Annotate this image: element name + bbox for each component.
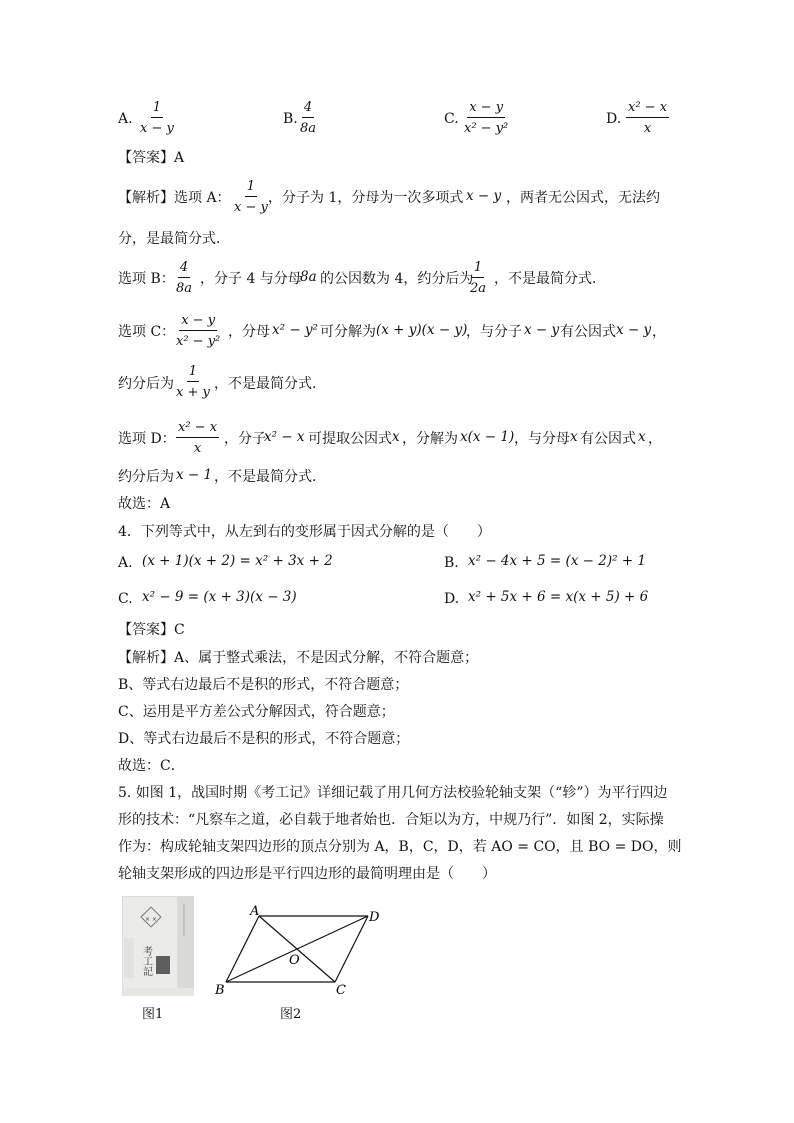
q3-analysis-c-expr1: x² − y²	[272, 322, 318, 338]
q4-option-a-expr: (x + 1)(x + 2) = x² + 3x + 2	[142, 553, 333, 569]
q5-stem-line: 5. 如图 1，战国时期《考工记》详细记载了用几何方法校验轮轴支架（“轸”）为平行四边	[118, 785, 668, 801]
q4-analysis-line: D、等式右边最后不是积的形式，不符合题意；	[118, 731, 410, 747]
q3-option-a-letter: A.	[118, 111, 133, 127]
q3-analysis-d-text1: ，分子	[224, 431, 266, 447]
figure2-parallelogram-diagram	[212, 900, 392, 1000]
q3-conclusion: 故选：A	[118, 496, 171, 512]
q4-option-d-letter: D.	[444, 591, 460, 607]
q4-analysis-line: B、等式右边最后不是积的形式，不符合题意；	[118, 677, 409, 693]
figure2-caption: 图2	[280, 1007, 302, 1022]
q3-analysis-c-expr4: x − y	[616, 322, 652, 338]
q3-analysis-d-expr3: x(x − 1)	[460, 429, 515, 445]
side-ab	[226, 916, 259, 982]
q3-option-b-letter: B.	[283, 111, 298, 127]
point-c-label: C	[336, 983, 346, 998]
q3-analysis-d-fraction: $\frac{\text{x² − x}}{x}$	[178, 420, 218, 456]
q3-analysis-b-fraction: $\frac{4}{8a}$	[176, 260, 193, 296]
q3-analysis-d-expr5: x	[638, 429, 646, 445]
point-o-label: O	[289, 953, 300, 968]
q4-option-d-expr: x² + 5x + 6 = x(x + 5) + 6	[468, 589, 649, 605]
q5-stem-line: 作为：构成轮轴支架四边形的顶点分别为 A，B，C，D，若 AO = CO，且 BO = DO，则	[118, 839, 682, 855]
q3-analysis-d-expr1: x² − x	[264, 429, 305, 445]
q3-analysis-a-text2: ，两者无公因式，无法约	[506, 190, 660, 206]
q3-analysis-c-line2-prefix: 约分后为	[118, 376, 174, 392]
diagonal-bd	[226, 916, 368, 982]
figure1-caption: 图1	[142, 1007, 164, 1022]
q3-option-a-fraction: $\frac{1}{x - y}$	[140, 100, 174, 136]
q3-analysis-a-prefix: 【解析】选项 A：	[118, 190, 231, 206]
point-d-label: D	[369, 910, 380, 925]
q3-analysis-b-text1: ，分子 4 与分母	[200, 271, 302, 287]
q3-analysis-c-text1: ，分母	[228, 324, 270, 340]
q3-analysis-a-expr: x − y	[466, 188, 502, 204]
q3-analysis-c-line2-suffix: ，不是最简分式．	[214, 376, 326, 392]
book-title-text: 考工記	[140, 946, 152, 976]
q4-option-b-expr: x² − 4x + 5 = (x − 2)² + 1	[468, 553, 647, 569]
q3-option-c-letter: C.	[444, 111, 459, 127]
q4-analysis-line: 故选：C．	[118, 758, 185, 774]
point-b-label: B	[215, 983, 225, 998]
q3-option-b-fraction: $\frac{4}{8a}$	[300, 100, 317, 136]
q3-option-d-fraction: $\frac{\text{x² − x}}{x}$	[628, 100, 668, 136]
q4-option-c-letter: C.	[118, 591, 133, 607]
q4-analysis-line: 【解析】A、属于整式乘法，不是因式分解，不符合题意；	[118, 650, 479, 666]
q3-analysis-d-prefix: 选项 D：	[118, 431, 176, 447]
q4-analysis-line: C、运用是平方差公式分解因式，符合题意；	[118, 704, 395, 720]
figure1-book-image	[122, 896, 194, 996]
q3-analysis-c-fraction: $\frac{x - y}{\text{x² − y²}}$	[176, 313, 221, 349]
q4-option-a-letter: A.	[118, 555, 133, 571]
q4-stem: 4．下列等式中，从左到右的变形属于因式分解的是（ ）	[118, 524, 491, 540]
q3-analysis-d-expr4: x	[570, 429, 578, 445]
q5-stem-line: 轮轴支架形成的四边形是平行四边形的最简明理由是（ ）	[118, 866, 496, 882]
q3-analysis-c-text2: 可分解为	[320, 324, 376, 340]
q3-analysis-c-expr2: (x + y)(x − y)	[376, 322, 468, 338]
q3-analysis-d-line2-prefix: 约分后为	[118, 469, 174, 485]
q3-analysis-d-text6: ，	[648, 431, 662, 447]
q3-analysis-d-text4: ，与分母	[514, 431, 570, 447]
q3-analysis-b-result-fraction: $\frac{1}{2a}$	[470, 260, 487, 296]
q4-option-b-letter: B.	[444, 555, 459, 571]
q3-analysis-b-expr: 8a	[300, 269, 317, 285]
q3-option-d-letter: D.	[606, 111, 622, 127]
q3-analysis-a-line2: 分，是最简分式．	[118, 231, 230, 247]
q3-option-c-fraction: $\frac{x - y}{\text{x² − y²}}$	[464, 100, 509, 136]
q5-stem-line: 形的技术：“凡察车之道，必自载于地者始也．合矩以为方，中规乃行”．如图 2，实际操	[118, 812, 664, 828]
q3-analysis-c-text4: 有公因式	[560, 324, 616, 340]
book-illustration	[122, 896, 194, 996]
q3-analysis-d-line2-suffix: ，不是最简分式．	[214, 469, 326, 485]
q3-analysis-b-prefix: 选项 B：	[118, 271, 175, 287]
side-cd	[335, 916, 368, 982]
point-a-label: A	[250, 904, 260, 919]
q3-analysis-a-fraction: $\frac{1}{x - y}$	[234, 179, 268, 215]
q3-analysis-d-line2-expr: x − 1	[176, 467, 213, 483]
q3-analysis-d-text5: 有公因式	[580, 431, 636, 447]
q3-analysis-c-text3: ，与分子	[466, 324, 522, 340]
q3-analysis-c-text5: ，	[652, 324, 666, 340]
q3-analysis-c-result-fraction: $\frac{1}{x + y}$	[176, 364, 210, 400]
q3-analysis-d-text3: ，分解为	[402, 431, 458, 447]
q3-analysis-d-expr2: x	[392, 429, 400, 445]
q3-analysis-a-text1: ，分子为 1，分母为一次多项式	[268, 190, 464, 206]
q3-analysis-b-text2: 的公因数为 4，约分后为	[320, 271, 474, 287]
q4-option-c-expr: x² − 9 = (x + 3)(x − 3)	[142, 589, 297, 605]
q4-answer: 【答案】C	[118, 622, 185, 638]
q3-answer: 【答案】A	[118, 150, 185, 166]
q3-analysis-d-text2: 可提取公因式	[308, 431, 392, 447]
svg-text:× ×: × ×	[145, 916, 157, 923]
q3-analysis-c-prefix: 选项 C：	[118, 324, 176, 340]
q3-analysis-c-expr3: x − y	[524, 322, 560, 338]
q3-analysis-b-text3: ，不是最简分式．	[494, 271, 606, 287]
